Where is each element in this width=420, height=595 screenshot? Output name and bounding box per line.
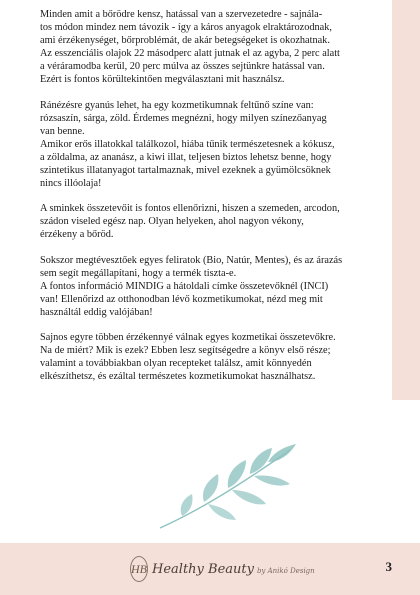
paragraph-2: Ránézésre gyanús lehet, ha egy kozmetikumnak feltűnő színe van: rózsaszín, sárga, zöld. Érdemes megnézni, hogy milyen színezőanyag van benne. Amikor erős illatokkal találkozol, hiába tűnik természetesnek a kókusz, a zöldalma, az ananász, a kiwi illat, teljesen biztos lehetsz benne, hogy szintetikus illatanyagot tartalmaznak, mivel ezeknek a gyümölcsöknek nincs illóolaja! [40,99,335,189]
page-number: 3 [385,559,392,574]
footer-band [0,543,420,595]
leaf-branch-icon [150,440,300,535]
page-body [40,8,380,396]
paragraph-5: Sajnos egyre többen érzékennyé válnak egyes kozmetikai összetevőkre. Na de miért? Mik is ezek? Ebben lesz segítségedre a könyv első része; valamint a továbbiakban olyan recepteket találsz, amit könnyedén elkészíthetsz, és ezáltal természetes kozmetikumokat használhatsz. [40,332,336,382]
hb-monogram-icon: HB [130,556,148,582]
paragraph-3: A sminkek összetevőit is fontos ellenőrizni, hiszen a szemeden, arcodon, szádon viseled egész nap. Olyan helyeken, ahol nagyon vékony, érzékeny a bőröd. [40,203,340,240]
paragraph-4: Sokszor megtévesztőek egyes feliratok (Bio, Natúr, Mentes), és az árazás sem segít megállapítani, hogy a termék tiszta-e. A fontos információ MINDIG a hátoldali címke összetevőknél (INCI) van! Ellenőrizd az otthonodban lévő kozmetikumokat, nézd meg mit használtál eddig valójában! [40,254,343,318]
brand-logo [130,553,315,585]
brand-sub: by Anikó Design [256,566,315,575]
brand-name: Healthy Beauty [152,561,254,577]
side-decor-strip [392,0,420,410]
paragraph-1: Minden amit a bőrödre kensz, hatással van a szervezetedre - sajnála- tos módon mindez nem távozik - így a káros anyagok elraktározodnak, ami érzékenységet, bőrproblémát, de akár betegségeket is okozhatnak. Az esszenciális olajok 22 másodperc alatt jutnak el az agyba, 2 perc alatt a véráramodba kerül, 20 perc múlva az összes sejtünkre hatással van. Ezért is fontos körültekintően megválasztani mit használsz. [40,9,340,85]
